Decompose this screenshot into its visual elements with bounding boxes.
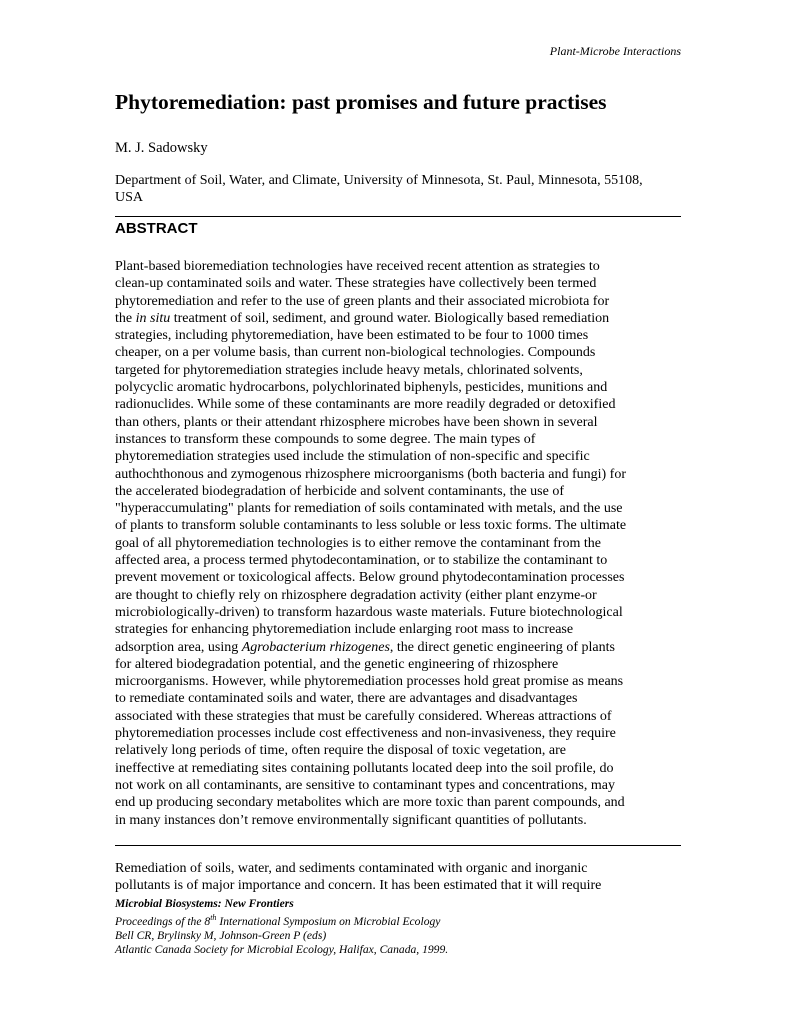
text-line: relatively long periods of time, often require the disposal of toxic vegetation, are [115,743,566,759]
text-line: polycyclic aromatic hydrocarbons, polychlorinated biphenyls, pesticides, munitions and [115,380,608,396]
text-line: strategies for enhancing phytoremediation include enlarging root mass to increase [115,622,574,638]
proceedings-pre: Proceedings of the 8 [115,914,211,928]
text-line [115,639,687,656]
text-line: in many instances don’t remove environmentally significant quantities of pollutants. [115,812,587,828]
text-line: clean-up contaminated soils and water. These strategies have collectively been termed [115,276,597,292]
abstract-top-rule [115,216,681,217]
book-title: Microbial Biosystems: New Frontiers [115,897,294,910]
abstract-bottom-rule [115,845,681,846]
text-line: not work on all contaminants, are sensitive to contaminant types and concentrations, may [115,777,615,793]
text-line: than others, plants or their attendant rhizosphere microbes have been shown in several [115,414,598,430]
ordinal-suffix: th [210,913,217,922]
text-line: are thought to chiefly rely on rhizosphere degradation activity (either plant enzyme-or [115,587,597,603]
text-line: microorganisms. However, while phytoremediation processes hold great promise as means [115,674,624,690]
proceedings-footer [115,897,448,957]
text-line: instances to transform these compounds to some degree. The main types of [115,431,536,447]
editors-line: Bell CR, Brylinsky M, Johnson-Green P (eds) [115,928,327,942]
proceedings-line [115,911,448,929]
text-line: pollutants is of major importance and concern. It has been estimated that it will require [115,878,602,894]
text-run: treatment of soil, sediment, and ground water. Biologically based remediation [170,310,610,326]
author-name: M. J. Sadowsky [115,140,208,156]
running-head: Plant-Microbe Interactions [549,44,681,58]
text-line: associated with these strategies that must be carefully considered. Whereas attractions of [115,708,612,724]
text-line: of plants to transform soluble contaminants to less soluble or less toxic forms. The ultimate [115,518,627,534]
italic-term: Agrobacterium rhizogenes [241,639,390,655]
text-line: "hyperaccumulating" plants for remediation of soils contaminated with metals, and the use [115,501,623,517]
text-line: to remediate contaminated soils and water, there are advantages and disadvantages [115,691,578,707]
text-line: Remediation of soils, water, and sediments contaminated with organic and inorganic [115,861,588,876]
proceedings-post: International Symposium on Microbial Ecology [216,914,441,928]
text-line: authochthonous and zymogenous rhizosphere microorganisms (both bacteria and fungi) for [115,466,626,482]
text-line: phytoremediation strategies used include the stimulation of non-specific and specific [115,449,590,465]
text-line: phytoremediation and refer to the use of green plants and their associated microbiota for [115,293,610,309]
text-line: targeted for phytoremediation strategies include heavy metals, chlorinated solvents, [115,362,583,378]
text-line: microbiologically-driven) to transform hazardous waste materials. Future biotechnological [115,604,623,620]
publisher-line: Atlantic Canada Society for Microbial Ecology, Halifax, Canada, 1999. [115,942,449,956]
text-line: strategies, including phytoremediation, have been estimated to be four to 1000 times [115,328,589,344]
italic-term: in situ [135,310,171,326]
text-run: the [115,310,136,326]
text-line: cheaper, on a per volume basis, than current non-biological technologies. Compounds [115,345,596,361]
intro-paragraph [115,860,687,895]
text-line: goal of all phytoremediation technologies is to either remove the contaminant from the [115,535,601,551]
text-line: ineffective at remediating sites containing pollutants located deep into the soil profile, do [115,760,614,776]
text-line: the accelerated biodegradation of herbicide and solvent contaminants, the use of [115,483,564,499]
text-line [115,310,687,327]
affiliation-line: USA [115,190,144,205]
text-line: end up producing secondary metabolites which are more toxic than parent compounds, and [115,795,625,811]
text-line: radionuclides. While some of these contaminants are more readily degraded or detoxified [115,397,616,413]
affiliation [115,172,695,206]
text-line: phytoremediation processes include cost effectiveness and non-invasiveness, they require [115,726,616,742]
text-line: prevent movement or toxicological affects. Below ground phytodecontamination processes [115,570,625,586]
text-line: Plant-based bioremediation technologies have received recent attention as strategies to [115,259,600,274]
text-line: affected area, a process termed phytodecontamination, or to stabilize the contaminant to [115,553,608,569]
paper-title: Phytoremediation: past promises and future practises [115,90,607,114]
abstract-body [115,258,687,829]
text-run: adsorption area, using [115,639,242,655]
affiliation-line: Department of Soil, Water, and Climate, University of Minnesota, St. Paul, Minnesota, 55108, [115,173,643,188]
abstract-heading: ABSTRACT [115,220,198,237]
text-line: for altered biodegradation potential, and the genetic engineering of rhizosphere [115,656,559,672]
text-run: , the direct genetic engineering of plants [389,639,615,655]
